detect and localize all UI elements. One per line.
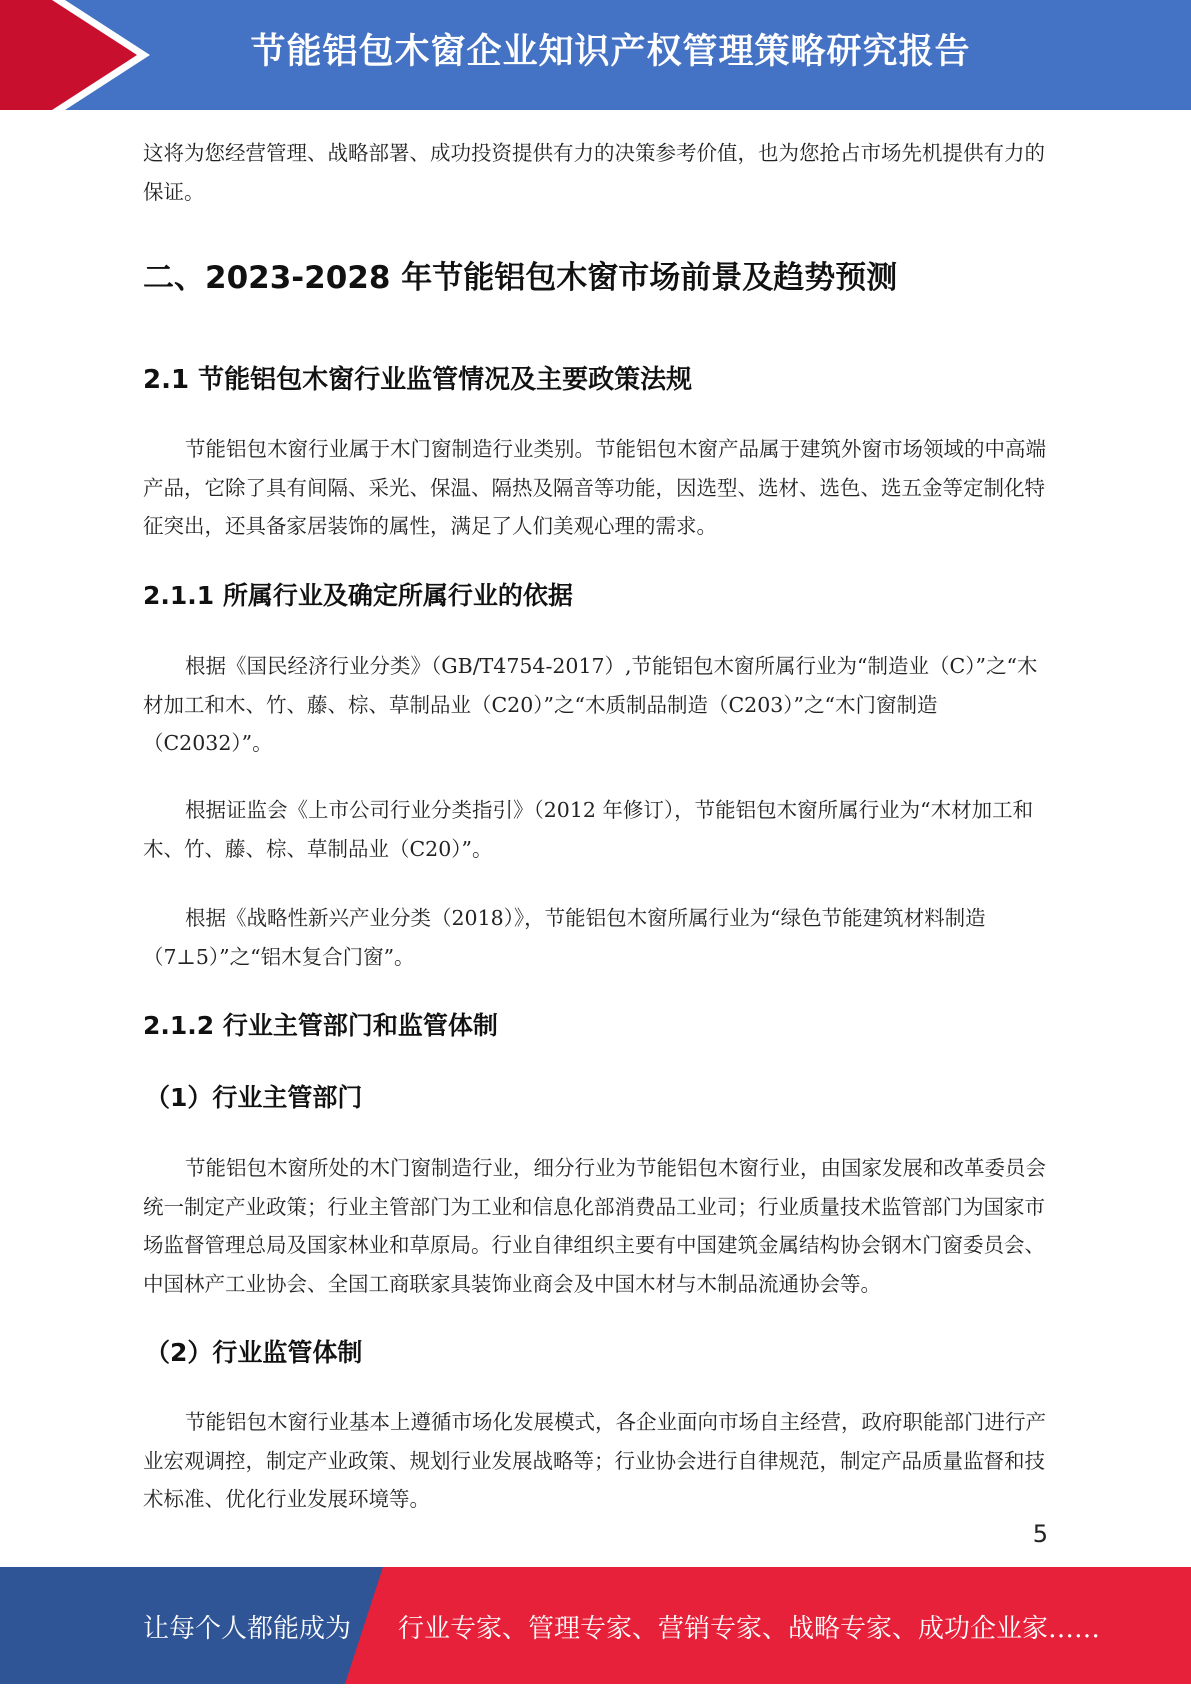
subsection-2-1-paragraph: 节能铝包木窗行业属于木门窗制造行业类别。节能铝包木窗产品属于建筑外窗市场领域的中高端产品，它除了具有间隔、采光、保温、隔热及隔音等功能，因选型、选材、选色、选五金等定制化特征突出，还具备家居装饰的属性，满足了人们美观心理的需求。 xyxy=(143,437,1046,538)
subsection-2-1-2-title: 2.1.2 行业主管部门和监管体制 xyxy=(143,1011,498,1040)
department-paragraph: 节能铝包木窗所处的木门窗制造行业，细分行业为节能铝包木窗行业，由国家发展和改革委员会统一制定产业政策；行业主管部门为工业和信息化部消费品工业司；行业质量技术监管部门为国家市场监督管理总局及国家林业和草原局。行业自律组织主要有中国建筑金属结构协会钢木门窗委员会、中国林产工业协会、全国工商联家具装饰业商会及中国木材与木制品流通协会等。 xyxy=(143,1156,1046,1296)
subsection-2-1-title: 2.1 节能铝包木窗行业监管情况及主要政策法规 xyxy=(143,365,693,395)
regulation-heading: （2）行业监管体制 xyxy=(145,1338,363,1367)
department-heading: （1）行业主管部门 xyxy=(145,1083,363,1112)
footer-slogan-right: 行业专家、管理专家、营销专家、战略专家、成功企业家…… xyxy=(398,1614,1101,1644)
page-header xyxy=(0,0,1191,110)
report-title: 节能铝包木窗企业知识产权管理策略研究报告 xyxy=(250,32,971,72)
page-footer xyxy=(0,1567,1191,1684)
basis-paragraph-strategic: 根据《战略性新兴产业分类（2018）》，节能铝包木窗所属行业为“绿色节能建筑材料制造（7⊥5）”之“铝木复合门窗”。 xyxy=(143,906,986,969)
basis-paragraph-csrc: 根据证监会《上市公司行业分类指引》（2012 年修订），节能铝包木窗所属行业为“木材加工和木、竹、藤、棕、草制品业（C20）”。 xyxy=(143,798,1034,861)
intro-paragraph: 这将为您经营管理、战略部署、成功投资提供有力的决策参考价值，也为您抢占市场先机提供有力的保证。 xyxy=(143,141,1045,204)
page-number: 5 xyxy=(1032,1520,1048,1548)
section-title: 二、2023-2028 年节能铝包木窗市场前景及趋势预测 xyxy=(143,260,898,296)
footer-slogan-left: 让每个人都能成为 xyxy=(143,1614,352,1644)
subsection-2-1-1-title: 2.1.1 所属行业及确定所属行业的依据 xyxy=(143,581,573,610)
basis-paragraph-gb: 根据《国民经济行业分类》（GB/T4754-2017）,节能铝包木窗所属行业为“制造业（C）”之“木材加工和木、竹、藤、棕、草制品业（C20）”之“木质制品制造（C203）”之“木门窗制造（C2032）”。 xyxy=(143,654,1038,755)
regulation-paragraph: 节能铝包木窗行业基本上遵循市场化发展模式，各企业面向市场自主经营，政府职能部门进行产业宏观调控，制定产业政策、规划行业发展战略等；行业协会进行自律规范，制定产品质量监督和技术标准、优化行业发展环境等。 xyxy=(143,1410,1046,1511)
